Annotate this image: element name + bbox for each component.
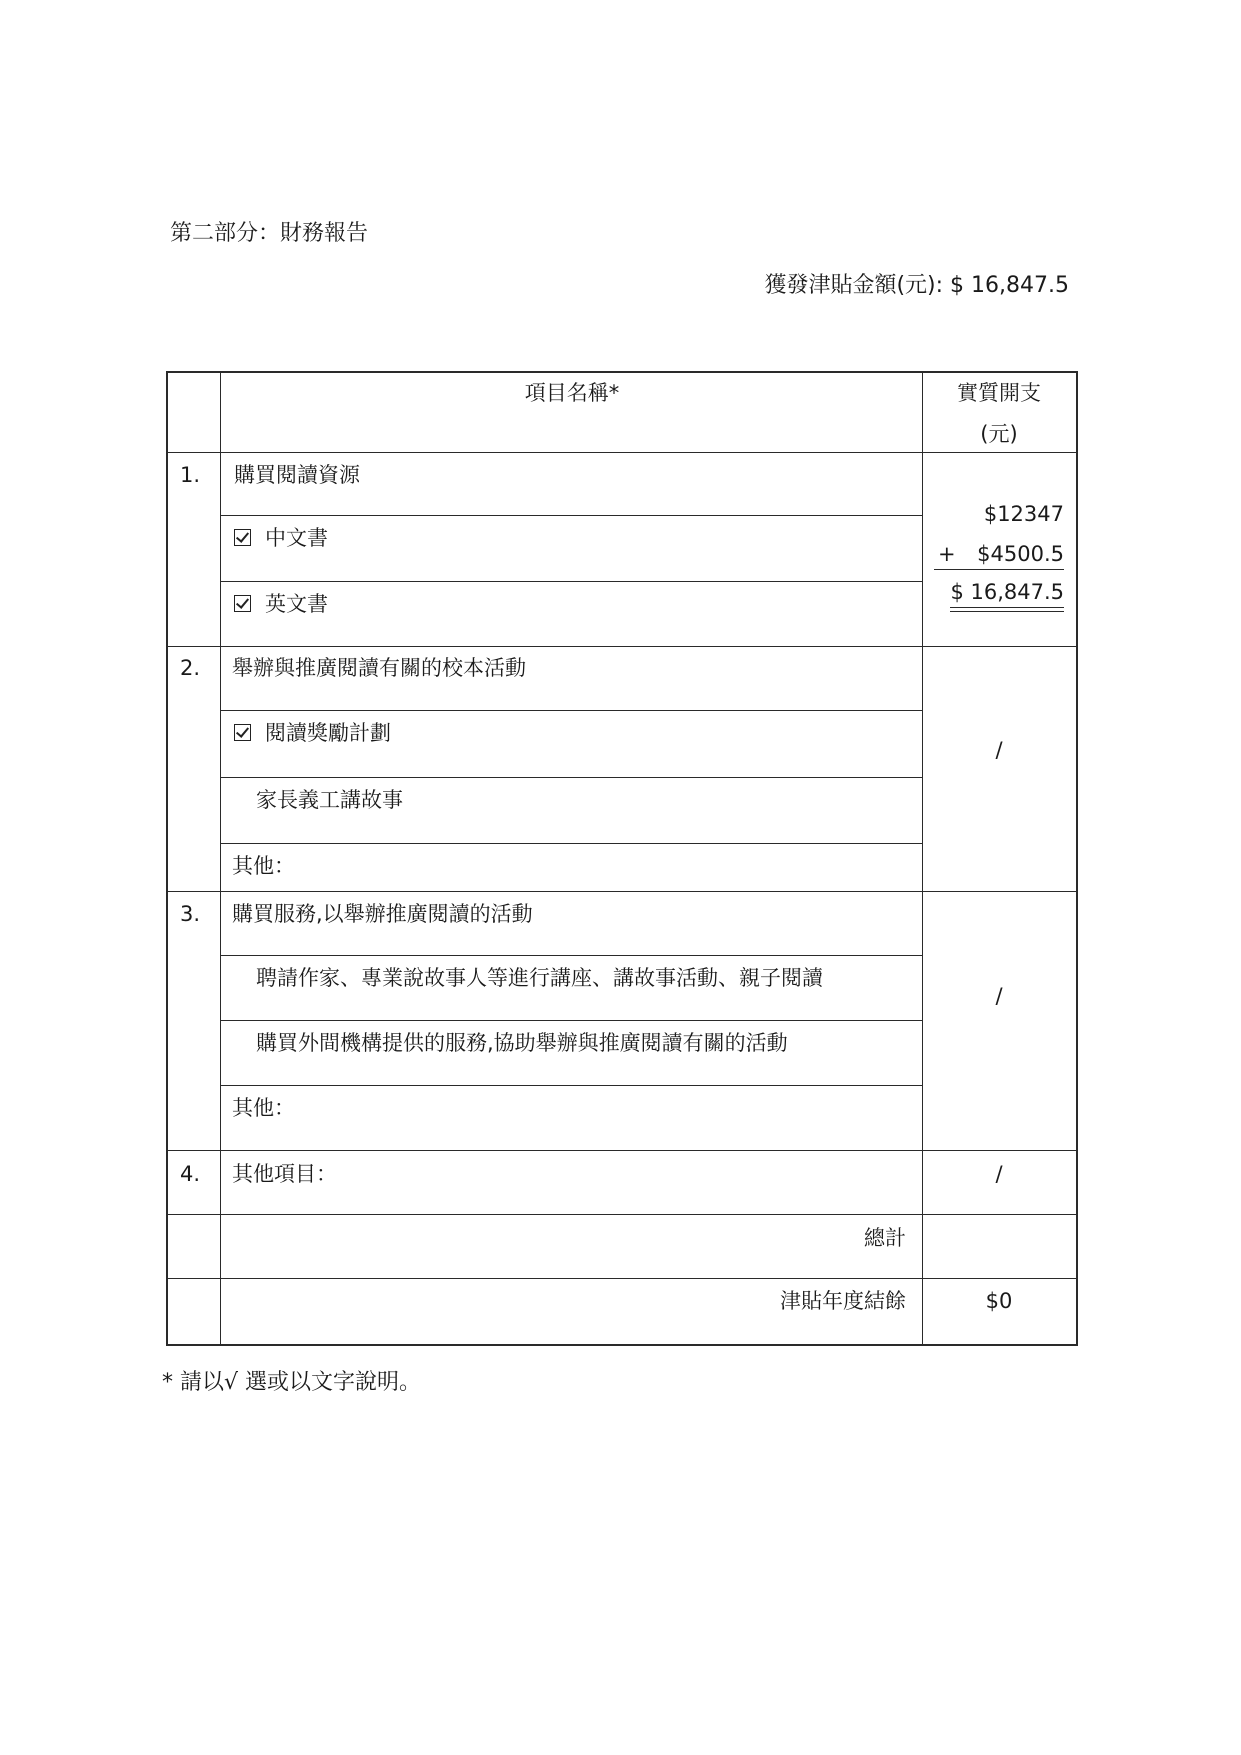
row-line xyxy=(166,1214,1076,1215)
subrow-line xyxy=(220,843,922,844)
row2-amount: / xyxy=(995,738,1003,762)
header-expense-unit: (元) xyxy=(980,422,1018,446)
checkbox-checked-icon xyxy=(234,595,251,612)
amount-english-books: $4500.5 xyxy=(977,542,1064,566)
row4-amount: / xyxy=(995,1162,1003,1186)
plus-sign: + xyxy=(938,542,956,566)
row-number: 3. xyxy=(180,902,201,926)
row3-sub-authors: 聘請作家、專業說故事人等進行講座、講故事活動、親子閱讀 xyxy=(256,966,823,990)
subrow-line xyxy=(220,955,922,956)
row1-sub-english-books xyxy=(234,594,328,615)
row-line xyxy=(166,891,1076,892)
subrow-line xyxy=(220,710,922,711)
amount-chinese-books: $12347 xyxy=(983,502,1064,526)
col-divider-amount xyxy=(922,371,923,1344)
subrow-line xyxy=(220,777,922,778)
subrow-line xyxy=(220,581,922,582)
sum-underline xyxy=(934,569,1064,570)
header-expense: 實質開支 xyxy=(957,381,1041,405)
checkbox-checked-icon xyxy=(234,529,251,546)
row3-sub-external-services: 購買外間機構提供的服務,協助舉辦與推廣閱讀有關的活動 xyxy=(256,1031,788,1055)
row2-sub-parent-storytelling: 家長義工講故事 xyxy=(256,788,403,812)
sub-item-label: 中文書 xyxy=(265,526,328,550)
total-double-underline xyxy=(950,611,1064,612)
balance-value: $0 xyxy=(985,1289,1013,1313)
row-number: 2. xyxy=(180,656,201,680)
section-title: 第二部分：財務報告 xyxy=(170,221,369,246)
balance-label: 津貼年度結餘 xyxy=(780,1289,906,1313)
sub-item-label: 閱讀獎勵計劃 xyxy=(265,721,391,745)
row3-title: 購買服務,以舉辦推廣閱讀的活動 xyxy=(232,902,533,926)
row-line xyxy=(166,1150,1076,1151)
subsidy-amount: 獲發津貼金額(元): $ 16,847.5 xyxy=(764,273,1069,298)
checkbox-checked-icon xyxy=(234,724,251,741)
col-divider-num xyxy=(220,371,221,1344)
row3-amount: / xyxy=(995,984,1003,1008)
row2-other: 其他： xyxy=(232,854,295,878)
table-frame xyxy=(166,371,1078,1346)
row-number: 4. xyxy=(180,1162,201,1186)
total-label: 總計 xyxy=(864,1226,906,1250)
subrow-line xyxy=(220,1085,922,1086)
row1-sub-chinese-books xyxy=(234,528,328,549)
subrow-line xyxy=(220,515,922,516)
footnote: * 請以√ 選或以文字說明。 xyxy=(162,1370,422,1395)
subrow-line xyxy=(220,1020,922,1021)
sub-item-label: 英文書 xyxy=(265,592,328,616)
row-line xyxy=(166,1278,1076,1279)
row1-title: 購買閱讀資源 xyxy=(234,463,360,487)
row-number: 1. xyxy=(180,463,201,487)
row-line xyxy=(166,646,1076,647)
row2-title: 舉辦與推廣閱讀有關的校本活動 xyxy=(232,656,526,680)
amount-row1-total: $ 16,847.5 xyxy=(950,580,1064,604)
row4-title: 其他項目： xyxy=(232,1162,337,1186)
header-item-name: 項目名稱* xyxy=(524,381,620,405)
row-line xyxy=(166,452,1076,453)
row2-sub-reading-award xyxy=(234,723,391,744)
total-double-underline xyxy=(950,607,1064,608)
row3-other: 其他： xyxy=(232,1096,295,1120)
